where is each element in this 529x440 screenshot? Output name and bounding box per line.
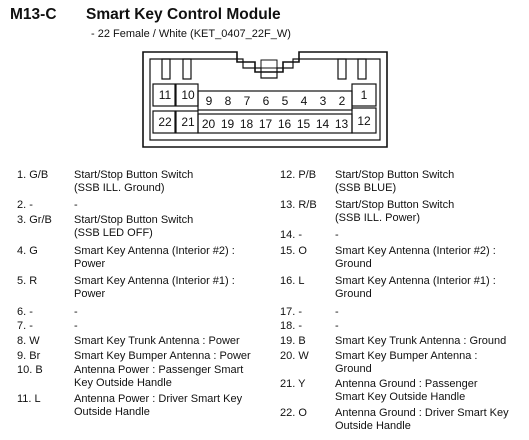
pin-number: 13 — [334, 117, 349, 131]
pin-number: 10 — [181, 88, 195, 102]
pin-desc: Antenna Power : Passenger Smart — [74, 364, 244, 376]
pin-label: 1. G/B — [17, 169, 49, 181]
pin-desc: Smart Key Antenna (Interior #2) : — [335, 245, 496, 257]
connector-subtitle: - 22 Female / White (KET_0407_22F_W) — [91, 28, 291, 40]
pin-label: 13. R/B — [280, 199, 317, 211]
pin-desc: (SSB BLUE) — [335, 182, 397, 194]
pin-desc: Start/Stop Button Switch — [335, 199, 455, 211]
pin-desc: - — [335, 320, 339, 332]
pin-desc: Antenna Power : Driver Smart Key — [74, 393, 243, 405]
pin-number: 12 — [357, 114, 371, 128]
pin-desc: Antenna Ground : Passenger — [335, 378, 478, 390]
pin-label: 15. O — [280, 245, 307, 257]
pin-number: 15 — [296, 117, 311, 131]
pin-label: 7. - — [17, 320, 33, 332]
pin-desc: Smart Key Bumper Antenna : Power — [74, 350, 251, 362]
pin-label: 10. B — [17, 364, 43, 376]
pin-label: 21. Y — [280, 378, 306, 390]
pin-desc: Smart Key Trunk Antenna : Power — [74, 335, 240, 347]
pin-desc: Smart Key Bumper Antenna : — [335, 350, 478, 362]
latch-right-1 — [338, 59, 346, 79]
pin-desc: Ground — [335, 363, 372, 375]
pin-desc: Smart Key Trunk Antenna : Ground — [335, 335, 507, 347]
pin-number: 19 — [220, 117, 235, 131]
pin-number: 6 — [262, 94, 270, 108]
pin-number: 20 — [201, 117, 216, 131]
pin-desc: - — [335, 306, 339, 318]
pin-label: 6. - — [17, 306, 33, 318]
pin-desc: Start/Stop Button Switch — [74, 169, 194, 181]
pin-desc: Antenna Ground : Driver Smart Key — [335, 407, 509, 419]
pin-desc: - — [74, 320, 78, 332]
latch-right-2 — [358, 59, 366, 79]
pin-number: 3 — [319, 94, 327, 108]
latch-left-1 — [162, 59, 170, 79]
pin-desc: Outside Handle — [74, 406, 150, 418]
pin-label: 9. Br — [17, 350, 41, 362]
pin-label: 11. L — [17, 393, 41, 405]
pin-number: 21 — [181, 115, 195, 129]
pin-label: 20. W — [280, 350, 309, 362]
pin-desc: Power — [74, 258, 106, 270]
pin-number: 9 — [205, 94, 213, 108]
pin-label: 19. B — [280, 335, 306, 347]
pin-desc: Outside Handle — [335, 420, 411, 432]
pin-label: 3. Gr/B — [17, 214, 52, 226]
pin-number: 2 — [338, 94, 346, 108]
pin-desc: Power — [74, 288, 106, 300]
pin-label: 14. - — [280, 229, 303, 241]
pin-number: 16 — [277, 117, 292, 131]
connector-diagram — [0, 0, 529, 160]
pin-label: 2. - — [17, 199, 33, 211]
latch-left-2 — [183, 59, 191, 79]
pin-number: 1 — [360, 88, 368, 102]
module-code: M13-C — [10, 6, 57, 23]
pin-number: 7 — [243, 94, 251, 108]
pin-label: 12. P/B — [280, 169, 317, 181]
pin-desc: Smart Key Antenna (Interior #1) : — [335, 275, 496, 287]
pin-label: 17. - — [280, 306, 303, 318]
latch-center — [261, 60, 277, 68]
pin-label: 5. R — [17, 275, 38, 287]
pin-desc: (SSB LED OFF) — [74, 227, 153, 239]
pin-desc: Start/Stop Button Switch — [74, 214, 194, 226]
pin-number: 14 — [315, 117, 330, 131]
pin-desc: - — [335, 229, 339, 241]
pin-number: 18 — [239, 117, 254, 131]
pin-number: 17 — [258, 117, 273, 131]
pin-desc: - — [74, 199, 78, 211]
pin-desc: Ground — [335, 288, 372, 300]
pin-label: 18. - — [280, 320, 303, 332]
pin-desc: (SSB ILL. Ground) — [74, 182, 165, 194]
pin-desc: Ground — [335, 258, 372, 270]
pin-number: 4 — [300, 94, 308, 108]
pin-desc: Smart Key Antenna (Interior #1) : — [74, 275, 235, 287]
pin-desc: Smart Key Outside Handle — [335, 391, 466, 403]
pin-desc: (SSB ILL. Power) — [335, 212, 420, 224]
pin-desc: Key Outside Handle — [74, 377, 172, 389]
pin-desc: - — [74, 306, 78, 318]
pin-label: 16. L — [280, 275, 305, 287]
module-title: Smart Key Control Module — [86, 6, 281, 23]
pin-number: 11 — [158, 88, 172, 102]
pin-label: 22. O — [280, 407, 307, 419]
pin-desc: Start/Stop Button Switch — [335, 169, 455, 181]
pin-number: 22 — [158, 115, 172, 129]
pin-label: 4. G — [17, 245, 38, 257]
pin-label: 8. W — [17, 335, 40, 347]
pin-number: 8 — [224, 94, 232, 108]
pin-desc: Smart Key Antenna (Interior #2) : — [74, 245, 235, 257]
pin-number: 5 — [281, 94, 289, 108]
